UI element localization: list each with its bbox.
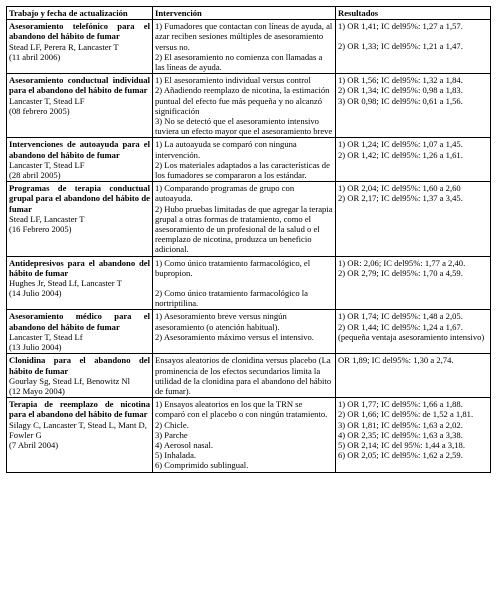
result-item: 2) OR 2,79; IC del95%: 1,70 a 4,59.	[338, 267, 463, 278]
result-item	[338, 31, 488, 41]
study-authors: Lancaster T, Stead Lf	[9, 331, 83, 342]
intervention-item: 2) Los materiales adaptados a las características de los fumadores se compararon a los estándar.	[155, 159, 330, 181]
result-item: 2) OR 1,66; IC del95%: de 1,52 a 1,81.	[338, 409, 474, 420]
intervention-item: 3) Parche	[155, 429, 188, 440]
results-cell	[336, 256, 491, 310]
study-title: Intervenciones de autoayuda para el abandono del hábito de fumar	[9, 139, 150, 160]
study-title: Terapia de reemplazo de nicotina para el abandono del hábito de fumar	[9, 399, 150, 420]
result-item: 2) OR 2,17; IC del95%: 1,37 a 3,45.	[338, 193, 463, 204]
result-item: 3) OR 0,98; IC del95%: 0,61 a 1,56.	[338, 95, 463, 106]
results-cell	[336, 20, 491, 74]
intervention-item: 1) Asesoramiento breve versus ningún asesoramiento (o atención habitual).	[155, 311, 287, 332]
result-item: 1) OR: 2,06; IC del95%: 1,77 a 2,40.	[338, 257, 466, 268]
intervention-cell	[153, 354, 336, 398]
result-item: 5) OR 2,14; IC del 95%: 1,44 a 3,18.	[338, 439, 465, 450]
study-date: (16 Febrero 2005)	[9, 224, 72, 235]
document-page	[6, 6, 490, 473]
study-date: (28 abril 2005)	[9, 170, 61, 181]
study-date: (11 abril 2006)	[9, 51, 61, 62]
study-date: (7 Abril 2004)	[9, 439, 59, 450]
study-cell	[7, 354, 153, 398]
intervention-item: Ensayos aleatorios de clonidina versus placebo (La prominencia de los efectos secundarios limita la utilidad de la clonidina para el abandono del hábito de fumar).	[155, 355, 332, 396]
study-cell	[7, 182, 153, 256]
study-cell	[7, 20, 153, 74]
study-cell	[7, 74, 153, 138]
study-title: Clonidina para el abandono del hábito de fumar	[9, 355, 150, 376]
study-date: (14 Julio 2004)	[9, 288, 62, 299]
result-item: 1) OR 1,24; IC del95%: 1,07 a 1,45.	[338, 139, 463, 150]
study-authors: Hughes Jr, Stead Lf, Lancaster T	[9, 278, 122, 289]
study-date: (13 Julio 2004)	[9, 342, 62, 353]
intervention-cell	[153, 256, 336, 310]
study-date: (08 febrero 2005)	[9, 105, 70, 116]
result-item: 1) OR 1,56; IC del95%: 1,32 a 1,84.	[338, 75, 463, 86]
intervention-cell	[153, 398, 336, 472]
result-item: 4) OR 2,35; IC del95%: 1,63 a 3,38.	[338, 429, 463, 440]
results-cell	[336, 354, 491, 398]
table-row	[7, 398, 491, 472]
intervention-item: 1) Ensayos aleatorios en los que la TRN se comparó con el placebo o con ningún tratamiento.	[155, 399, 328, 420]
intervention-item: 4) Aerosol nasal.	[155, 439, 213, 450]
study-authors: Stead LF, Perera R, Lancaster T	[9, 41, 119, 52]
intervention-item: 5) Inhalada.	[155, 450, 197, 461]
table-row	[7, 256, 491, 310]
intervention-item: 1) Como único tratamiento farmacológico, el bupropion.	[155, 257, 311, 278]
study-authors: Lancaster T, Stead LF	[9, 159, 85, 170]
intervention-item: 2) El asesoramiento no comienza con llamadas a las líneas de ayuda.	[155, 51, 323, 73]
result-item: 2) OR 1,44; IC del95%: 1,24 a 1,67. (pequeña ventaja asesoramiento intensivo)	[338, 321, 485, 342]
table-row	[7, 74, 491, 138]
study-authors: Lancaster T, Stead LF	[9, 95, 85, 106]
results-cell	[336, 138, 491, 182]
header-results: Resultados	[336, 7, 491, 20]
result-item: 2) OR 1,34; IC del95%: 0,98 a 1,83.	[338, 85, 463, 96]
study-authors: Stead LF, Lancaster T	[9, 213, 85, 224]
intervention-item: 6) Comprimido sublingual.	[155, 460, 249, 471]
study-cell	[7, 310, 153, 354]
intervention-item: 2) Como único tratamiento farmacológico la nortriptilina.	[155, 288, 308, 309]
study-cell	[7, 138, 153, 182]
results-cell	[336, 74, 491, 138]
intervention-item: 1) Comparando programas de grupo con autoayuda.	[155, 183, 295, 204]
table-row	[7, 182, 491, 256]
result-item: OR 1,89; IC del95%: 1,30 a 2,74.	[338, 355, 454, 366]
results-cell	[336, 182, 491, 256]
study-title: Programas de terapia conductual grupal para el abandono del hábito de fumar	[9, 183, 150, 214]
result-item: 1) OR 1,74; IC del95%: 1,48 a 2,05.	[338, 311, 463, 322]
table-row	[7, 20, 491, 74]
study-authors: Silagy C, Lancaster T, Stead L, Mant D, Fowler G	[9, 419, 147, 440]
study-title: Asesoramiento conductual individual para el abandono del hábito de fumar	[9, 75, 150, 96]
intervention-item: 1) El asesoramiento individual versus control	[155, 75, 311, 86]
result-item: 1) OR 2,04; IC del95%: 1,60 a 2,60	[338, 183, 461, 194]
intervention-item: 3) No se detectó que el asesoramiento intensivo tuviera un efecto mayor que el asesoramiento breve	[155, 116, 333, 137]
intervention-item: 1) La autoayuda se comparó con ninguna intervención.	[155, 139, 297, 160]
table-header-row	[7, 7, 491, 20]
table-row	[7, 138, 491, 182]
intervention-cell	[153, 74, 336, 138]
intervention-item	[155, 278, 333, 288]
results-table	[6, 6, 491, 473]
table-body	[7, 20, 491, 472]
study-authors: Gourlay Sg, Stead Lf, Benowitz Nl	[9, 375, 131, 386]
intervention-cell	[153, 310, 336, 354]
result-item: 3) OR 1,81; IC del95%: 1,63 a 2,02.	[338, 419, 463, 430]
intervention-item: 2) Chicle.	[155, 419, 189, 430]
study-title: Asesoramiento telefónico para el abandono del hábito de fumar	[9, 21, 150, 42]
intervention-item: 2) Añadiendo reemplazo de nicotina, la estimación puntual del efecto fue más pequeña y no alcanzó significación	[155, 85, 330, 116]
study-cell	[7, 398, 153, 472]
header-study: Trabajo y fecha de actualización	[7, 7, 153, 20]
intervention-item: 1) Fumadores que contactan con líneas de ayuda, al azar reciben sesiones múltiples de asesoramiento versus no.	[155, 21, 333, 52]
result-item: 6) OR 2,05; IC del95%: 1,62 a 2,59.	[338, 450, 463, 461]
table-row	[7, 310, 491, 354]
study-date: (12 Mayo 2004)	[9, 385, 65, 396]
intervention-item: 2) Hubo pruebas limitadas de que agregar la terapia grupal a otras formas de tratamiento, como el asesoramiento de un profesional de la salud o el reemplazo de nicotina, produzca un beneficio adicional.	[155, 203, 333, 255]
result-item: 1) OR 1,77; IC del95%: 1,66 a 1,88.	[338, 399, 463, 410]
result-item: 2) OR 1,33; IC del95%: 1,21 a 1,47.	[338, 41, 463, 52]
table-row	[7, 354, 491, 398]
header-intervention: Intervención	[153, 7, 336, 20]
results-cell	[336, 398, 491, 472]
result-item: 1) OR 1,41; IC del95%: 1,27 a 1,57.	[338, 21, 463, 32]
intervention-cell	[153, 20, 336, 74]
study-cell	[7, 256, 153, 310]
results-cell	[336, 310, 491, 354]
intervention-item: 2) Asesoramiento máximo versus el intensivo.	[155, 331, 314, 342]
intervention-cell	[153, 182, 336, 256]
study-title: Antidepresivos para el abandono del hábito de fumar	[9, 257, 150, 278]
study-title: Asesoramiento médico para el abandono del hábito de fumar	[9, 311, 150, 332]
result-item: 2) OR 1,42; IC del95%: 1,26 a 1,61.	[338, 149, 463, 160]
intervention-cell	[153, 138, 336, 182]
